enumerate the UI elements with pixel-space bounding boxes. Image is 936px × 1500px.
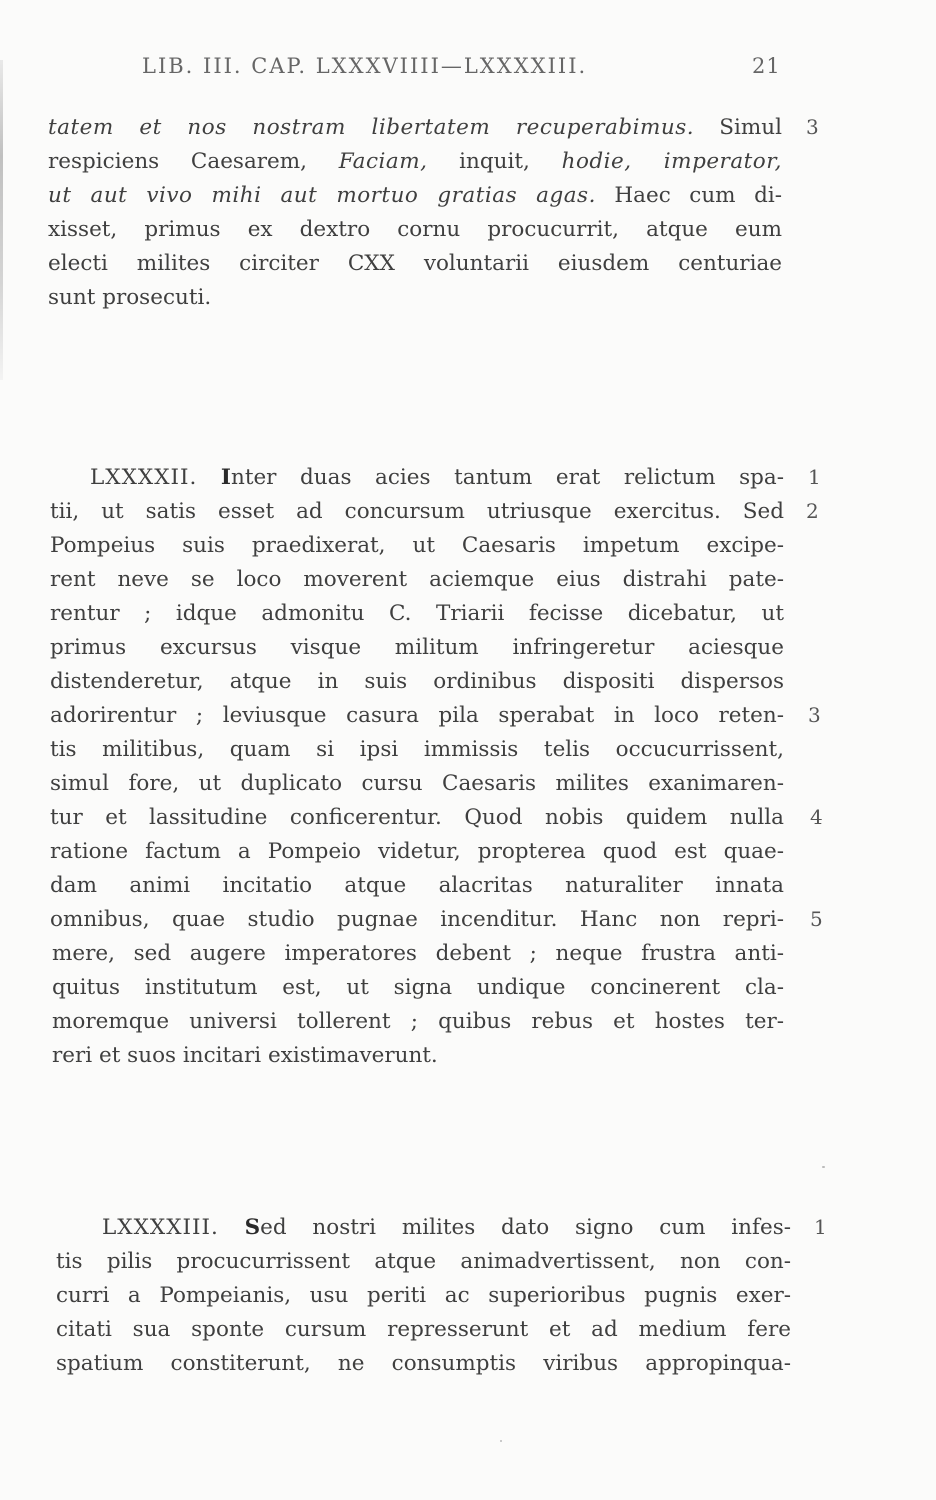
text-line: rent neve se loco moverent aciemque eius distrahi pate- — [50, 567, 784, 592]
text-line: xisset, primus ex dextro cornu procucurrit, atque eum — [48, 217, 782, 242]
text-line: Pompeius suis praedixerat, ut Caesaris impetum excipe- — [50, 533, 784, 558]
margin-section-number: 4 — [810, 805, 823, 829]
margin-section-number: 1 — [814, 1215, 827, 1239]
text-line: tis militibus, quam si ipsi immissis telis occucurrissent, — [50, 737, 784, 762]
text-line: tis pilis procucurrissent atque animadvertissent, non con- — [56, 1249, 791, 1274]
text-line — [48, 145, 782, 178]
text-segment: ed nostri milites dato signo cum infes- — [260, 1215, 791, 1240]
text-line: reri et suos incitari existimaverunt. — [52, 1043, 438, 1068]
text-line: sunt prosecuti. — [48, 285, 212, 310]
chapter-number: LXXXXIII. — [102, 1215, 219, 1240]
text-line: spatium constiterunt, ne consumptis viribus appropinqua- — [56, 1351, 791, 1376]
italic-text: ut aut vivo mihi aut mortuo gratias agas. — [48, 183, 596, 208]
italic-text: hodie, imperator, — [561, 149, 782, 174]
text-line: rentur ; idque admonitu C. Triarii fecisse dicebatur, ut — [50, 601, 784, 626]
paper-speck — [500, 1440, 502, 1442]
page-number: 21 — [752, 54, 781, 78]
italic-text: tatem et nos nostram libertatem recuperabimus. — [48, 115, 695, 140]
text-line: primus excursus visque militum infringeretur aciesque — [50, 635, 784, 660]
text-line: citati sua sponte cursum represserunt et ad medium fere — [56, 1317, 791, 1342]
margin-section-number: 1 — [808, 465, 821, 489]
margin-section-number: 5 — [810, 907, 823, 931]
text-line: quitus institutum est, ut signa undique concinerent cla- — [52, 975, 784, 1000]
text-line: electi milites circiter CXX voluntarii eiusdem centuriae — [48, 251, 782, 276]
binding-edge-shadow — [0, 60, 3, 380]
chapter-number: LXXXXII. — [90, 465, 198, 490]
text-line: adorirentur ; leviusque casura pila sperabat in loco reten- — [50, 703, 784, 728]
margin-section-number: 3 — [806, 115, 819, 139]
running-head: LIB. III. CAP. LXXXVIIII—LXXXXIII. — [142, 54, 588, 78]
text-segment: Simul — [694, 115, 782, 140]
drop-initial: I — [220, 465, 231, 490]
text-line: tur et lassitudine conficerentur. Quod nobis quidem nulla — [50, 805, 784, 830]
text-line: moremque universi tollerent ; quibus rebus et hostes ter- — [52, 1009, 784, 1034]
text-line — [48, 179, 782, 212]
text-segment: inquit, — [427, 149, 562, 174]
text-segment: nter duas acies tantum erat relictum spa- — [230, 465, 784, 490]
margin-section-number: 2 — [806, 499, 819, 523]
page-header — [0, 48, 936, 84]
text-line: dam animi incitatio atque alacritas naturaliter innata — [50, 873, 784, 898]
text-line: simul fore, ut duplicato cursu Caesaris milites exanimaren- — [50, 771, 784, 796]
text-line-first — [50, 461, 784, 494]
text-line: ratione factum a Pompeio videtur, propterea quod est quae- — [50, 839, 784, 864]
text-line: curri a Pompeianis, usu periti ac superioribus pugnis exer- — [56, 1283, 791, 1308]
text-line: omnibus, quae studio pugnae incenditur. Hanc non repri- — [50, 907, 784, 932]
text-line: mere, sed augere imperatores debent ; neque frustra anti- — [52, 941, 784, 966]
italic-text: Faciam, — [338, 149, 428, 174]
text-line — [48, 111, 782, 144]
text-line: distenderetur, atque in suis ordinibus dispositi dispersos — [50, 669, 784, 694]
text-line: tii, ut satis esset ad concursum utriusque exercitus. Sed — [50, 499, 784, 524]
margin-section-number: 3 — [808, 703, 821, 727]
drop-initial: S — [244, 1215, 261, 1240]
paper-speck — [822, 1166, 825, 1168]
text-segment: Haec cum di- — [595, 183, 782, 208]
text-line-first — [56, 1211, 791, 1244]
text-segment: respiciens Caesarem, — [48, 149, 339, 174]
